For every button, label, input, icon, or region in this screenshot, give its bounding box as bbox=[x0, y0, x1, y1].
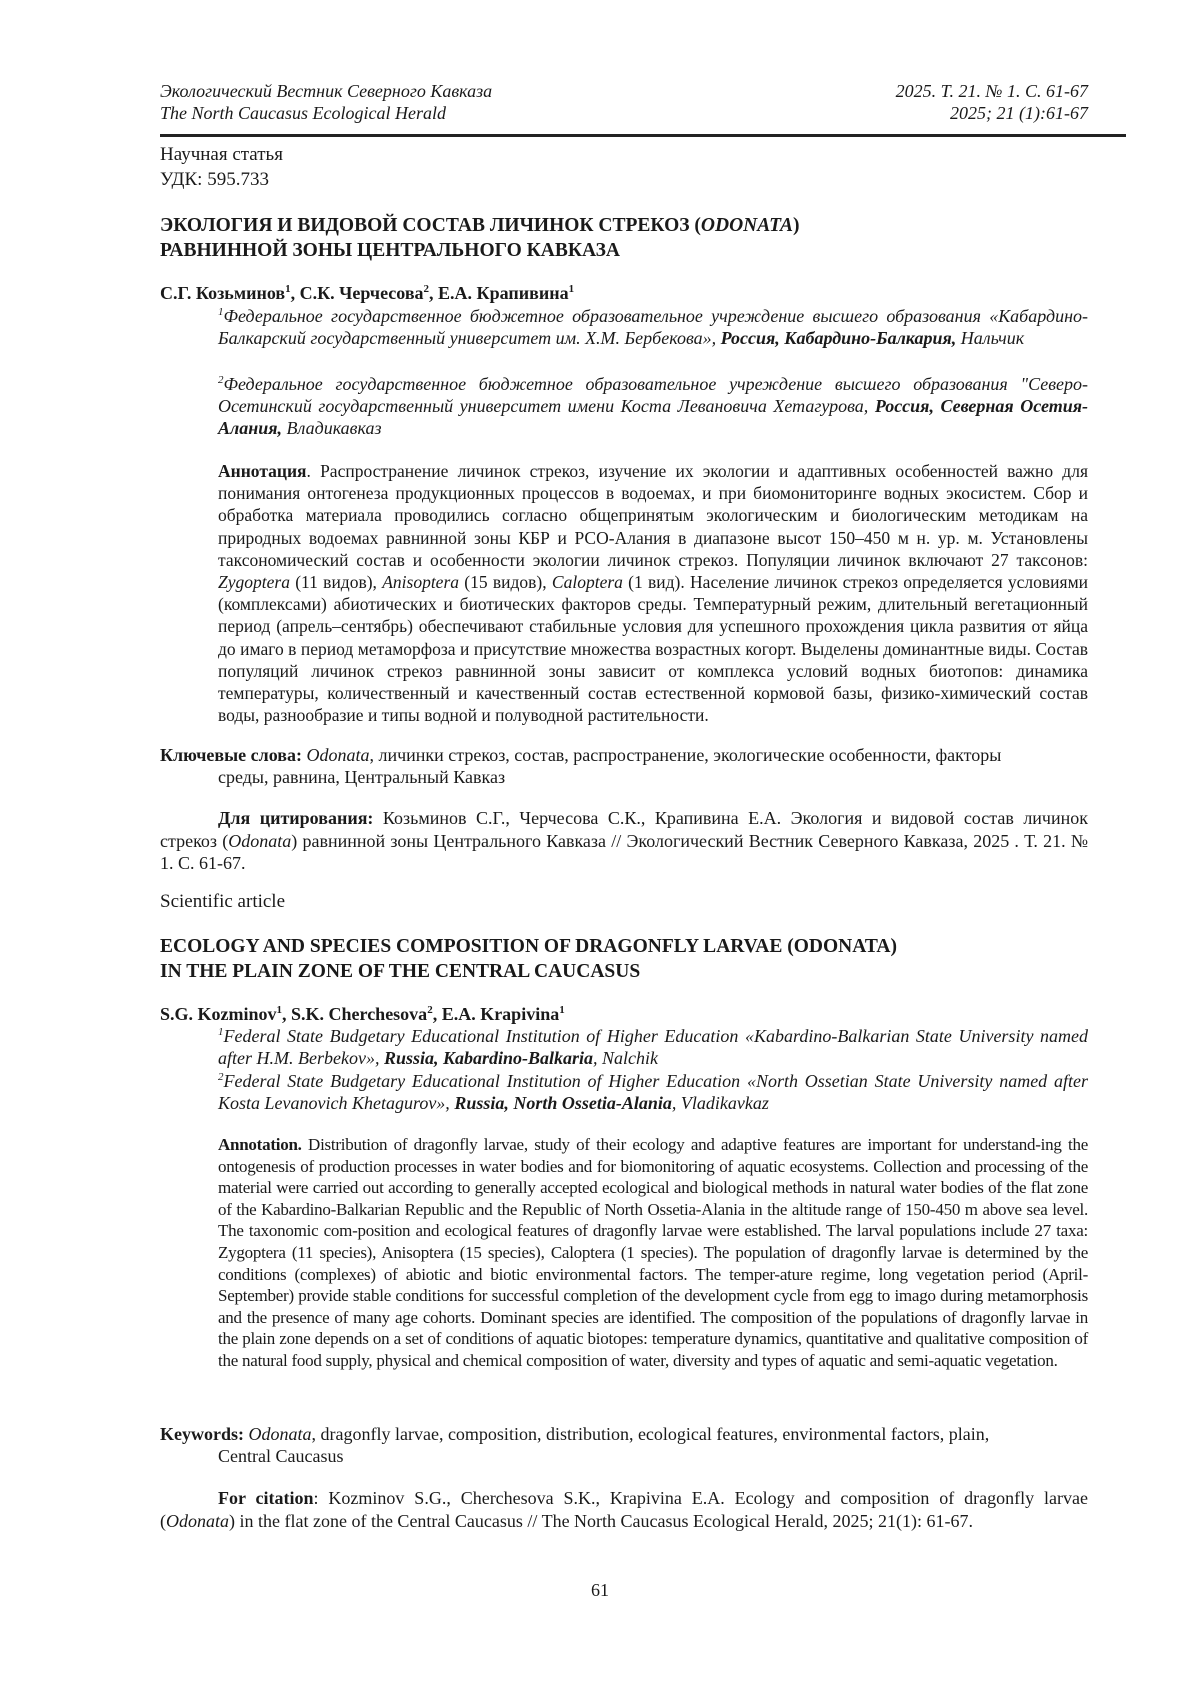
keywords-en: Keywords: Odonata, dragonfly larvae, composition, distribution, ecological features, environmental factors, plain, Central Caucasus bbox=[160, 1424, 990, 1466]
title-ru-line1: ЭКОЛОГИЯ И ВИДОВОЙ СОСТАВ ЛИЧИНОК СТРЕКОЗ (ODONATA) bbox=[160, 215, 800, 236]
title-en bbox=[160, 934, 1088, 984]
running-header-line2 bbox=[160, 102, 1088, 124]
header-rule bbox=[160, 134, 1126, 137]
title-ru-line2: РАВНИННОЙ ЗОНЫ ЦЕНТРАЛЬНОГО КАВКАЗА bbox=[160, 240, 620, 261]
issue-en: 2025; 21 (1):61-67 bbox=[950, 103, 1088, 123]
affiliation-1-ru: $^1$Федеральное государственное бюджетное образовательное учреждение высшего образования «Кабардино-Балкарский государственный университет им. Х.М. Бербекова», Россия, Кабардино-Балкария, Нальчик bbox=[218, 306, 1088, 348]
journal-name-en: The North Caucasus Ecological Herald bbox=[160, 103, 446, 123]
affiliation-2-ru: $^2$Федеральное государственное бюджетное образовательное учреждение высшего образования "Северо-Осетинский государственный университет имени Коста Левановича Хетагурова, Россия, Северная Осетия-Алания, Владикавказ bbox=[218, 374, 1088, 438]
citation-ru: Для цитирования: Козьминов С.Г., Черчесова С.К., Крапивина Е.А. Экология и видовой состав личинок стрекоз (Odonata) равнинной зоны Центрального Кавказа // Экологический Вестник Северного Кавказа, 2025 . Т. 21. № 1. С. 61-67. bbox=[160, 808, 1089, 873]
title-en-line1: ECOLOGY AND SPECIES COMPOSITION OF DRAGONFLY LARVAE (ODONATA) bbox=[160, 936, 897, 957]
author-name: S.G. Kozminov bbox=[160, 1004, 277, 1024]
article-type-en: Scientific article bbox=[160, 891, 286, 912]
title-ru bbox=[160, 213, 1088, 263]
author-name: Е.А. Крапивина bbox=[438, 283, 569, 303]
running-header-line1 bbox=[160, 80, 1088, 102]
author-name: E.A. Krapivina bbox=[441, 1004, 560, 1024]
title-en-line2: IN THE PLAIN ZONE OF THE CENTRAL CAUCASUS bbox=[160, 961, 641, 982]
affiliation-1-en: $^1$Federal State Budgetary Educational Institution of Higher Education «Kabardino-Balkarian State University named after H.M. Berbekov», Russia, Kabardino-Balkaria, Nalchik bbox=[218, 1026, 1088, 1068]
udc: УДК: 595.733 bbox=[160, 169, 269, 190]
author-name: С.К. Черчесова bbox=[299, 283, 424, 303]
page-number: 61 bbox=[591, 1580, 609, 1600]
author-name: S.K. Cherchesova bbox=[291, 1004, 428, 1024]
authors-ru: С.Г. Козьминов$^1$, С.К. Черчесова$^2$, Е.А. Крапивина$^1$ bbox=[160, 283, 575, 303]
citation-en: For citation: Kozminov S.G., Cherchesova S.K., Krapivina E.A. Ecology and composition of dragonfly larvae (Odonata) in the flat zone of the Central Caucasus // The North Caucasus Ecological Herald, 2025; 21(1): 61-67. bbox=[160, 1488, 1088, 1531]
affiliation-2-en: $^2$Federal State Budgetary Educational Institution of Higher Education «North Ossetian State University named after Kosta Levanovich Khetagurov», Russia, North Ossetia-Alania, Vladikavkaz bbox=[218, 1071, 1088, 1113]
journal-name-ru: Экологический Вестник Северного Кавказа bbox=[160, 81, 493, 101]
article-type-ru: Научная статья bbox=[160, 144, 283, 165]
annotation-en: Annotation. Distribution of dragonfly larvae, study of their ecology and adaptive features are important for understand-ing the ontogenesis of production processes in water bodies and for biomonitoring of aquatic ecosystems. Collection and processing of the material were carried out according to generally accepted ecological and biological methods in natural water bodies of the flat zone of the Kabardino-Balkarian Republic and the Republic of North Ossetia-Alania in the altitude range of 150-450 m above sea level. The taxonomic com-position and ecological features of dragonfly larvae were established. The larval populations include 27 taxa: Zygoptera (11 species), Anisoptera (15 species), Caloptera (1 species). The population of dragonfly larvae is determined by the conditions (complexes) of abiotic and biotic environmental factors. The temper-ature regime, long vegetation period (April-September) provide stable conditions for successful completion of the development cycle from egg to imago during metamorphosis and the presence of many age cohorts. Dominant species are identified. The composition of the populations of dragonfly larvae in the plain zone depends on a set of conditions of aquatic biotopes: temperature dynamics, quantitative and qualitative composition of the natural food supply, physical and chemical composition of water, diversity and types of aquatic and semi-aquatic vegetation. bbox=[218, 1135, 1088, 1370]
annotation-ru: Аннотация. Распространение личинок стрекоз, изучение их экологии и адаптивных особенностей важно для понимания онтогенеза продукционных процессов в водоемах, и при биомониторинге водных экосистем. Сбор и обработка материала проводились согласно общепринятым экологическим и биологическим методикам на природных водоемах равнинной зоны КБР и РСО-Алания в диапазоне высот 150–450 м н. ур. м. Установлены таксономический состав и особенности экологии личинок стрекоз. Популяции личинок включают 27 таксонов: Zygoptera (11 видов), Anisoptera (15 видов), Caloptera (1 вид). Население личинок стрекоз определяется условиями (комплексами) абиотических и биотических факторов среды. Температурный режим, длительный вегетационный период (апрель–сентябрь) обеспечивают стабильные условия для успешного прохождения цикла развития от яйца до имаго в период метаморфоза и присутствие множества возрастных когорт. Выделены доминантные виды. Состав популяций личинок стрекоз равнинной зоны зависит от комплекса условий водных биотопов: динамика температуры, количественный и качественный состав естественной кормовой базы, физико-химический состав воды, разнообразие и типы водной и полуводной растительности. bbox=[218, 461, 1089, 726]
authors-en: S.G. Kozminov$^1$, S.K. Cherchesova$^2$, E.A. Krapivina$^1$ bbox=[160, 1004, 565, 1024]
author-name: С.Г. Козьминов bbox=[160, 283, 286, 303]
keywords-ru: Ключевые слова: Odonata, личинки стрекоз, состав, распространение, экологические особенности, факторы среды, равнина, Центральный Кавказ bbox=[160, 745, 1002, 787]
issue-ru: 2025. Т. 21. № 1. С. 61-67 bbox=[895, 81, 1088, 101]
